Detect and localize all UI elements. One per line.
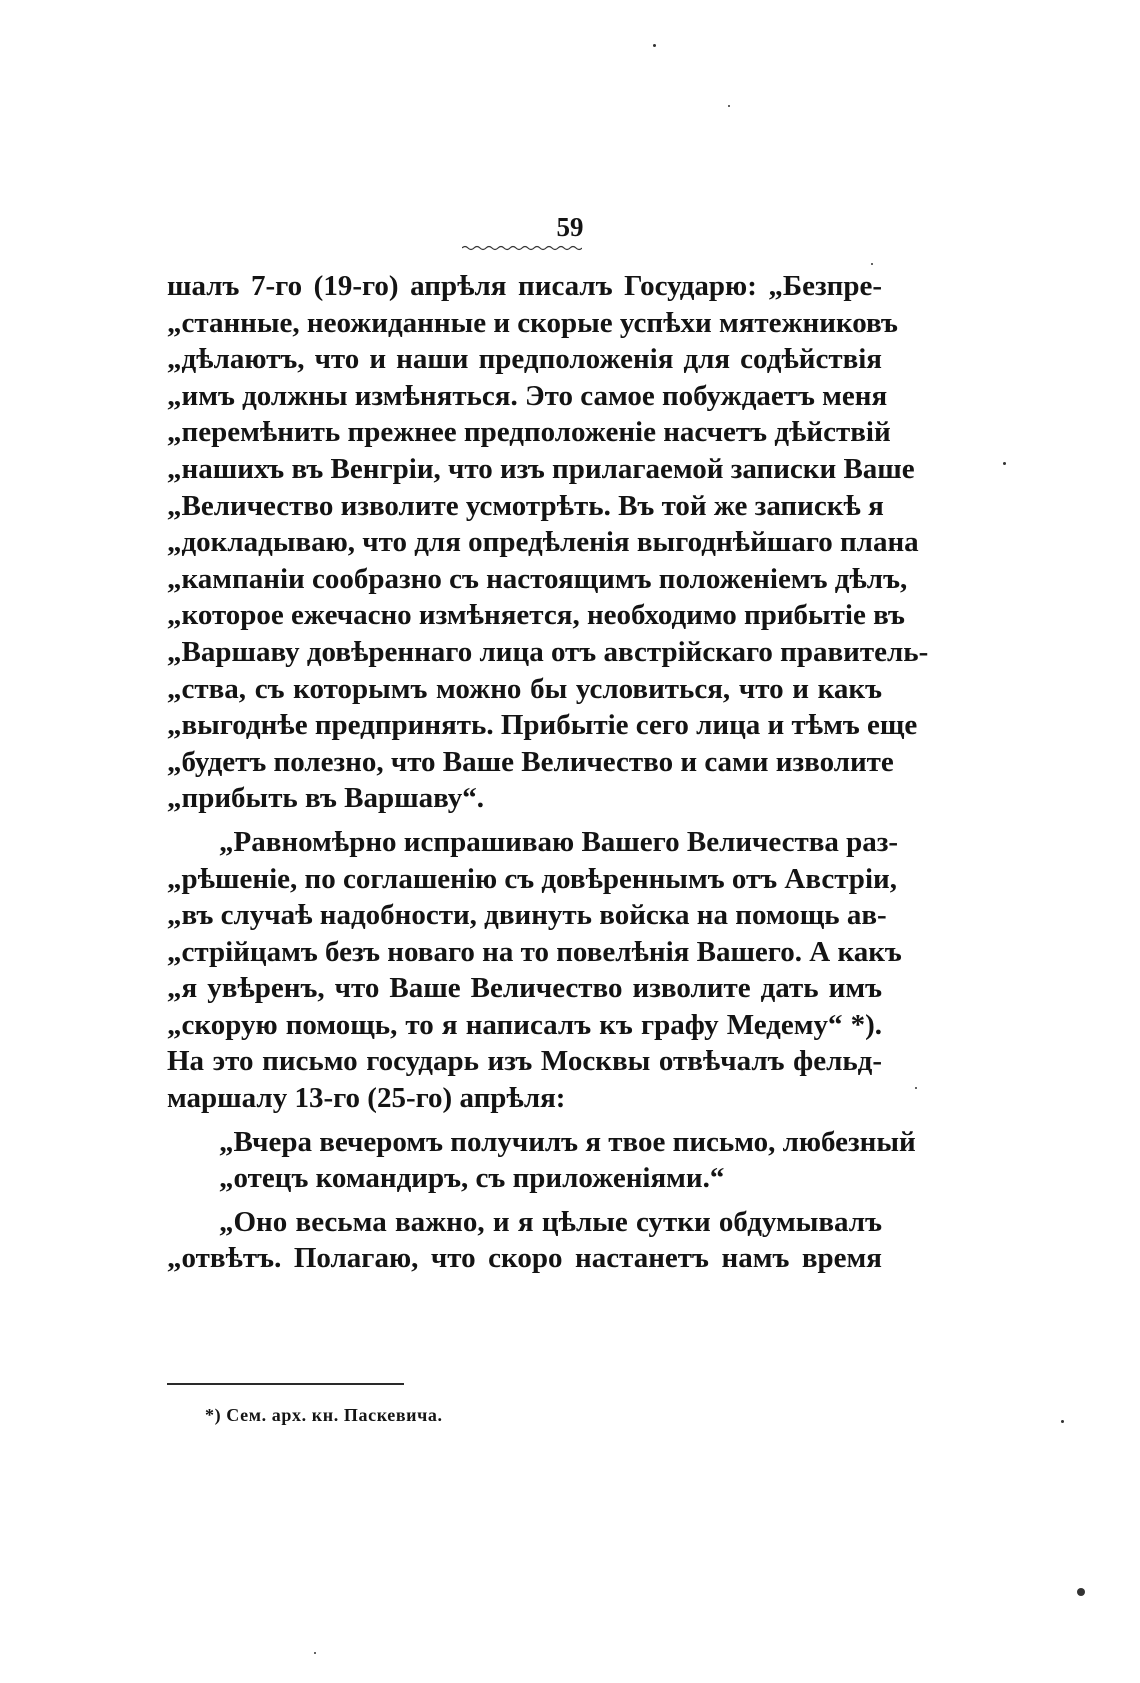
text-line: „въ случаѣ надобности, двинуть войска на помощь ав- <box>167 899 887 932</box>
text-line: „перемѣнить прежнее предположеніе насчетъ дѣйствій <box>167 416 891 449</box>
text-line: „Оно весьма важно, и я цѣлые сутки обдумывалъ <box>219 1205 882 1238</box>
body-text <box>167 268 929 1277</box>
scan-speck <box>1003 462 1006 465</box>
scan-speck <box>871 263 873 265</box>
text-line: „отвѣтъ. Полагаю, что скоро настанетъ намъ время <box>167 1242 882 1275</box>
text-line: „выгоднѣе предпринять. Прибытіе сего лица и тѣмъ еще <box>167 709 918 742</box>
scan-speck <box>314 1652 316 1654</box>
text-line: маршалу 13-го (25-го) апрѣля: <box>167 1082 566 1115</box>
text-line: „я увѣренъ, что Ваше Величество изволите дать имъ <box>167 972 882 1005</box>
text-line: „ства, съ которымъ можно бы условиться, что и какъ <box>167 672 882 705</box>
text-line: „имъ должны измѣняться. Это самое побуждаетъ меня <box>167 379 888 412</box>
text-line: „Варшаву довѣреннаго лица отъ австрійскаго правитель- <box>167 635 929 668</box>
text-line: „прибыть въ Варшаву“. <box>167 782 484 815</box>
text-line: „будетъ полезно, что Ваше Величество и сами изволите <box>167 745 894 778</box>
text-line: шалъ 7-го (19-го) апрѣля писалъ Государю: „Безпре- <box>167 270 882 302</box>
text-line: „отецъ командиръ, съ приложеніями.“ <box>219 1162 725 1195</box>
scan-speck <box>653 44 656 47</box>
footnote: *) Сем. арх. кн. Паскевича. <box>205 1405 443 1425</box>
text-line: „нашихъ въ Венгріи, что изъ прилагаемой записки Ваше <box>167 452 915 485</box>
scan-speck <box>728 105 730 107</box>
text-line: „скорую помощь, то я написалъ къ графу Медему“ *). <box>167 1008 882 1041</box>
text-line: „кампаніи сообразно съ настоящимъ положеніемъ дѣлъ, <box>167 562 908 595</box>
scan-speck <box>1077 1588 1085 1596</box>
footnote-rule <box>167 1383 404 1385</box>
text-line: „стрійцамъ безъ новаго на то повелѣнія Вашего. А какъ <box>167 935 902 968</box>
scan-speck <box>915 1087 917 1089</box>
text-line: „которое ежечасно измѣняется, необходимо прибытіе въ <box>167 599 905 632</box>
page-number: 59 <box>556 212 584 242</box>
text-line: „дѣлаютъ, что и наши предположенія для содѣйствія <box>167 343 882 376</box>
text-line: „Равномѣрно испрашиваю Вашего Величества раз- <box>219 825 899 858</box>
page-number-ornament <box>462 245 582 251</box>
text-line: „станные, неожиданные и скорые успѣхи мятежниковъ <box>167 306 898 339</box>
scan-speck <box>1061 1420 1064 1423</box>
text-line: „рѣшеніе, по соглашенію съ довѣреннымъ отъ Австріи, <box>167 862 897 895</box>
text-line: „докладываю, что для опредѣленія выгоднѣйшаго плана <box>167 526 919 559</box>
text-line: „Величество изволите усмотрѣть. Въ той же запискѣ я <box>167 489 884 522</box>
text-line: На это письмо государь изъ Москвы отвѣчалъ фельд- <box>167 1045 882 1078</box>
text-line: „Вчера вечеромъ получилъ я твое письмо, любезный <box>219 1125 916 1158</box>
